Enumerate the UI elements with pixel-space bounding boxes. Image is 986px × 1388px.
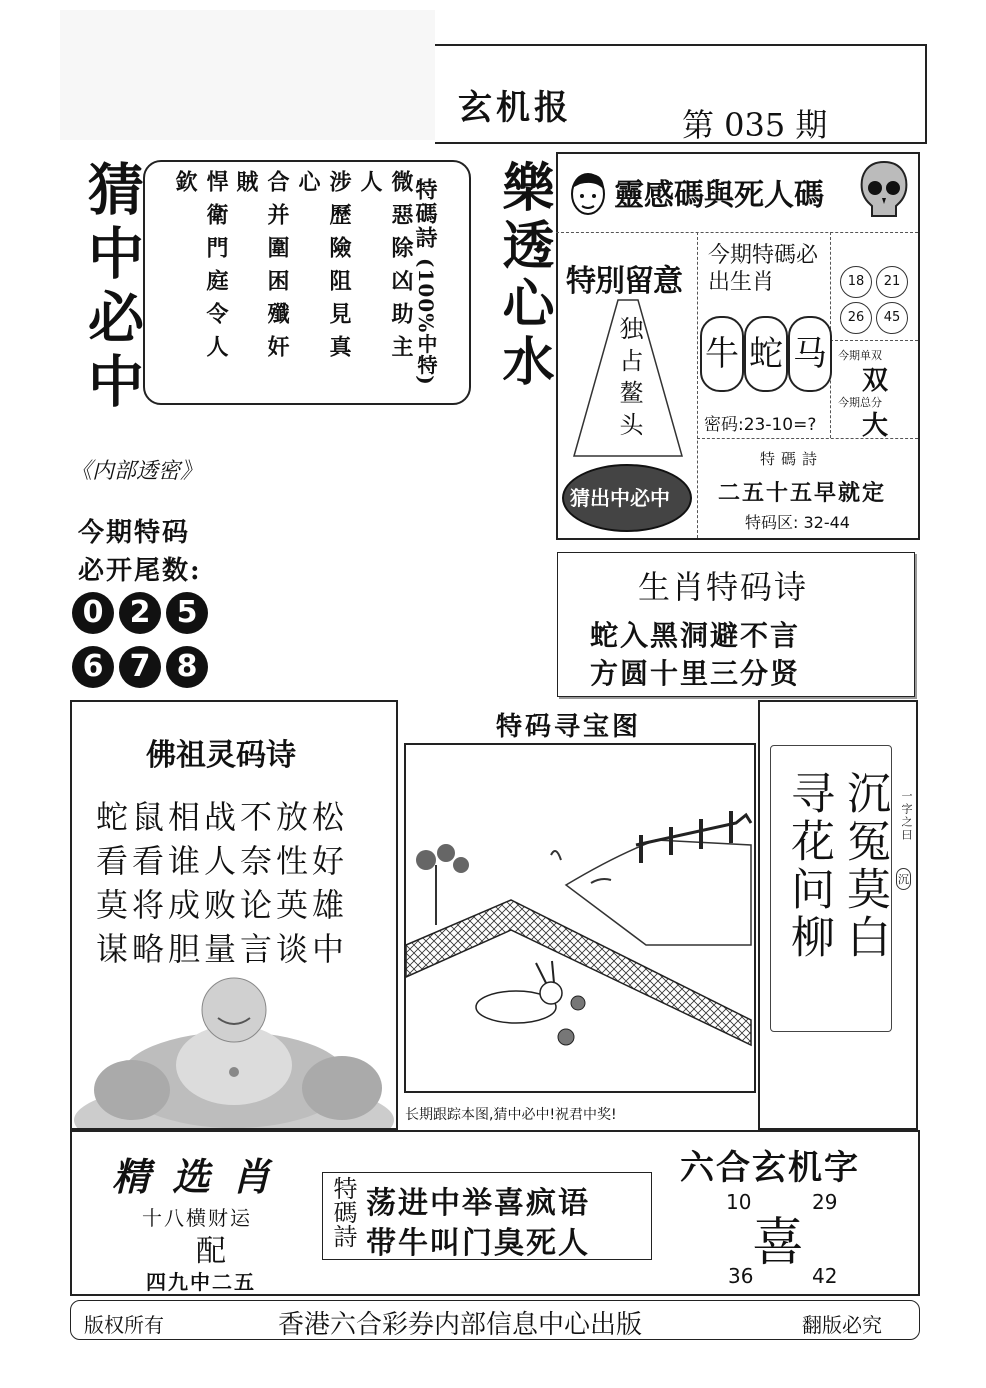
top-poem-label: 特碼詩 <box>412 178 438 250</box>
buddha-poem-line: 蛇鼠相战不放松 <box>96 798 349 836</box>
ghost-grid-line-v1 <box>697 232 698 538</box>
zodiac-3: 马 <box>788 316 832 392</box>
buddha-poem-title: 佛祖灵码诗 <box>146 738 296 773</box>
riddle-col-1: 沉冤莫白 <box>839 770 890 962</box>
ghost-panel-title: 靈感碼與死人碼 <box>614 178 824 213</box>
riddle-side-note: 一字之曰 <box>900 790 913 842</box>
tail-digit: 6 <box>72 646 114 688</box>
number-circle-4: 45 <box>876 302 908 334</box>
total-label: 今期总分 <box>838 396 882 409</box>
bottom-poem-label: 特碼詩 <box>329 1176 357 1248</box>
footer-center: 香港六合彩券内部信息中心出版 <box>278 1310 643 1340</box>
treasure-map-drawing <box>406 745 754 1095</box>
top-poem-grid <box>165 170 414 400</box>
ghost-poem-label: 特碼詩 <box>760 450 824 468</box>
special-zone: 特码区: 32-44 <box>745 513 850 532</box>
ghost-poem-line: 二五十五早就定 <box>718 480 887 506</box>
zodiac-2: 蛇 <box>744 316 788 392</box>
poem-column-4: 微惡除凶助主人 <box>357 170 414 368</box>
footer-left: 版权所有 <box>84 1313 164 1337</box>
monopoly-text: 独占鳌头 <box>615 316 643 444</box>
tail-row-1 <box>72 592 213 634</box>
liuhe-title: 六合玄机字 <box>680 1148 860 1188</box>
oval-badge-text: 猜出中必中 <box>570 486 670 510</box>
number-circle-1: 18 <box>840 266 872 298</box>
zodiac-poem-line2: 方圆十里三分贤 <box>590 657 801 690</box>
face-icon <box>566 168 610 228</box>
header-title: 玄机报 <box>458 88 572 128</box>
tail-row-2 <box>72 646 213 688</box>
zodiac-poem-line1: 蛇入黑洞避不言 <box>590 619 801 652</box>
top-poem-note: (100%中特) <box>414 258 438 386</box>
zodiac-row <box>700 308 830 398</box>
number-circle-3: 26 <box>840 302 872 334</box>
tail-digit: 5 <box>166 592 208 634</box>
right-banner: 樂透心水 <box>493 160 554 392</box>
bottom-poem-line2: 带牛叫门臭死人 <box>366 1226 590 1261</box>
poem-column-3: 涉歷險阻見真心 <box>295 170 352 368</box>
poem-column-2: 合并圍困殲奸賊 <box>233 170 290 368</box>
treasure-map-caption: 长期跟踪本图,猜中必中!祝君中奖! <box>405 1107 617 1123</box>
issue-number: 第 035 期 <box>682 106 828 144</box>
bottom-poem-line1: 荡进中举喜疯语 <box>366 1186 590 1221</box>
inner-secret-line1: 今期特码 <box>78 518 191 548</box>
tail-digit: 8 <box>166 646 208 688</box>
ghost-grid-line-h2 <box>830 340 918 341</box>
number-circle-2: 21 <box>876 266 908 298</box>
footer-right: 翻版必究 <box>802 1313 882 1337</box>
skull-icon <box>858 160 910 226</box>
bottom-left-sub: 十八横财运 <box>142 1206 252 1230</box>
password-text: 密码:23-10=? <box>704 415 817 435</box>
liuhe-num-4: 42 <box>812 1264 838 1288</box>
tail-digit: 2 <box>119 592 161 634</box>
bottom-left-pair: 配 <box>196 1234 226 1269</box>
liuhe-num-1: 10 <box>726 1190 752 1214</box>
ghost-grid-line-h1 <box>556 232 918 233</box>
zodiac-label: 今期特碼必出生肖 <box>708 243 819 295</box>
liuhe-num-3: 36 <box>728 1264 754 1288</box>
buddha-poem-line: 谋略胆量言谈中 <box>96 930 349 968</box>
tail-digit: 7 <box>119 646 161 688</box>
zodiac-poem-title: 生肖特码诗 <box>638 568 809 606</box>
zodiac-1: 牛 <box>700 316 744 392</box>
liuhe-char: 喜 <box>752 1213 805 1273</box>
bottom-left-title: 精选肖 <box>112 1154 293 1199</box>
total-value: 大 <box>862 411 889 441</box>
buddha-statue-image <box>72 970 396 1132</box>
tail-digit: 0 <box>72 592 114 634</box>
riddle-answer: 沉 <box>896 868 911 890</box>
bottom-left-nums: 四九中二五 <box>146 1270 256 1294</box>
header-blank-area <box>60 10 435 140</box>
odd-even-label: 今期单双 <box>838 349 882 362</box>
inner-secret-title: 《内部透密》 <box>70 459 203 484</box>
inner-secret-line2: 必开尾数: <box>78 556 202 586</box>
left-banner: 猜中必中 <box>79 160 145 416</box>
odd-even-value: 双 <box>862 366 889 396</box>
poem-column-1: 悍衛門庭令人欽 <box>172 170 229 368</box>
liuhe-num-2: 29 <box>812 1190 838 1214</box>
buddha-poem-line: 莫将成败论英雄 <box>96 886 349 924</box>
riddle-col-2: 寻花问柳 <box>783 770 834 962</box>
buddha-poem-line: 看看谁人奈性好 <box>96 842 349 880</box>
treasure-map-title: 特码寻宝图 <box>496 712 642 742</box>
special-notice: 特別留意 <box>566 264 682 299</box>
